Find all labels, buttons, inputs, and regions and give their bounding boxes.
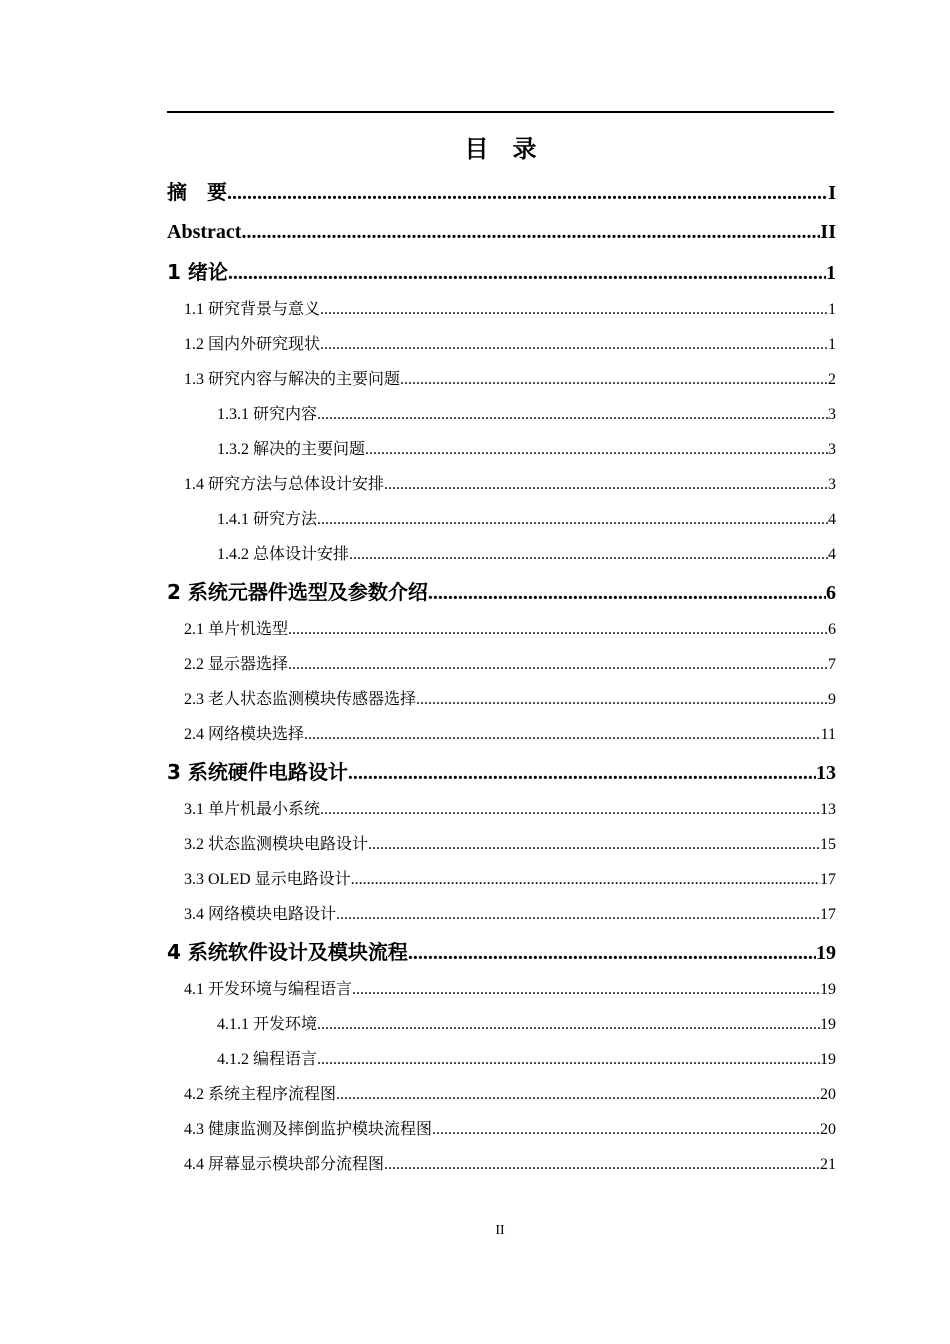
toc-entry[interactable] bbox=[167, 537, 836, 572]
toc-entry-title: 1.4 研究方法与总体设计安排 bbox=[184, 476, 385, 493]
toc-entry-page: 20 bbox=[820, 1121, 836, 1138]
toc-entry-page: 1 bbox=[828, 336, 836, 353]
toc-entry-title: 4.2 系统主程序流程图 bbox=[184, 1086, 337, 1103]
toc-entry-page: 13 bbox=[816, 762, 836, 784]
toc-entry-page: I bbox=[828, 182, 836, 204]
toc-entry-page: 17 bbox=[820, 906, 836, 923]
toc-dot-leader bbox=[384, 1147, 820, 1182]
toc-entry-title: 1.1 研究背景与意义 bbox=[184, 301, 321, 318]
toc-entry-page: 15 bbox=[820, 836, 836, 853]
toc-entry[interactable] bbox=[167, 172, 836, 212]
toc-entry-page: 21 bbox=[820, 1156, 836, 1173]
toc-dot-leader bbox=[416, 682, 828, 717]
toc-entry-title: 4.4 屏幕显示模块部分流程图 bbox=[184, 1156, 385, 1173]
toc-dot-leader bbox=[317, 397, 828, 432]
toc-entry-title: 4.1.1 开发环境 bbox=[217, 1016, 318, 1033]
toc-entry[interactable] bbox=[167, 467, 836, 502]
toc-entry-title: 3.2 状态监测模块电路设计 bbox=[184, 836, 369, 853]
toc-entry[interactable] bbox=[167, 612, 836, 647]
toc-dot-leader bbox=[320, 792, 820, 827]
toc-dot-leader bbox=[348, 753, 816, 792]
toc-entry-page: 11 bbox=[820, 726, 836, 743]
toc-entry[interactable] bbox=[167, 252, 836, 292]
toc-dot-leader bbox=[241, 212, 820, 252]
toc-entry[interactable] bbox=[167, 1147, 836, 1182]
toc-dot-leader bbox=[288, 647, 828, 682]
toc-entry-page: 19 bbox=[816, 942, 836, 964]
toc-entry-page: 3 bbox=[828, 406, 836, 423]
toc-entry-title: 4.3 健康监测及摔倒监护模块流程图 bbox=[184, 1121, 433, 1138]
toc-entry-title: 3.4 网络模块电路设计 bbox=[184, 906, 337, 923]
toc-entry[interactable] bbox=[167, 827, 836, 862]
toc-dot-leader bbox=[336, 1077, 820, 1112]
toc-entry[interactable] bbox=[167, 1007, 836, 1042]
toc-dot-leader bbox=[317, 502, 828, 537]
toc-entry-title: 1.4.2 总体设计安排 bbox=[217, 546, 350, 563]
toc-entry[interactable] bbox=[167, 212, 836, 252]
toc-entry[interactable] bbox=[167, 397, 836, 432]
toc-entry-title: 4 系统软件设计及模块流程 bbox=[167, 940, 408, 964]
toc-entry-page: 4 bbox=[828, 546, 836, 563]
toc-dot-leader bbox=[304, 717, 821, 752]
toc-dot-leader bbox=[365, 432, 828, 467]
toc-entry-title: 1 绪论 bbox=[167, 260, 228, 284]
toc-entry-title: 2.1 单片机选型 bbox=[184, 621, 289, 638]
toc-entry[interactable] bbox=[167, 792, 836, 827]
toc-entry-page: 4 bbox=[828, 511, 836, 528]
toc-entry-page: 7 bbox=[828, 656, 836, 673]
toc-entry-title: 1.3 研究内容与解决的主要问题 bbox=[184, 371, 401, 388]
toc-entry[interactable] bbox=[167, 972, 836, 1007]
toc-entry[interactable] bbox=[167, 1112, 836, 1147]
toc-dot-leader bbox=[400, 362, 828, 397]
toc-entry[interactable] bbox=[167, 362, 836, 397]
toc-entry-title: 1.3.2 解决的主要问题 bbox=[217, 441, 366, 458]
toc-entry-title: 2 系统元器件选型及参数介绍 bbox=[167, 580, 428, 604]
toc-entry-page: 3 bbox=[828, 441, 836, 458]
toc-entry-title: 2.2 显示器选择 bbox=[184, 656, 289, 673]
toc-dot-leader bbox=[351, 862, 820, 897]
toc-entry-page: 6 bbox=[828, 621, 836, 638]
toc-entry-title: 2.3 老人状态监测模块传感器选择 bbox=[184, 691, 417, 708]
toc-entry-page: II bbox=[820, 221, 836, 243]
toc-dot-leader bbox=[317, 1007, 820, 1042]
toc-entry-page: 9 bbox=[828, 691, 836, 708]
toc-entry-page: 2 bbox=[828, 371, 836, 388]
toc-dot-leader bbox=[432, 1112, 820, 1147]
toc-entry[interactable] bbox=[167, 1077, 836, 1112]
toc-entry-title: 4.1 开发环境与编程语言 bbox=[184, 981, 353, 998]
toc-dot-leader bbox=[317, 1042, 820, 1077]
toc-entry[interactable] bbox=[167, 327, 836, 362]
toc-entry-title: 1.2 国内外研究现状 bbox=[184, 336, 321, 353]
toc-entry-title: 1.4.1 研究方法 bbox=[217, 511, 318, 528]
toc-dot-leader bbox=[228, 253, 826, 292]
toc-dot-leader bbox=[349, 537, 828, 572]
toc-entry-page: 3 bbox=[828, 476, 836, 493]
footer-page-number: II bbox=[495, 1223, 505, 1238]
toc-title: 目 录 bbox=[464, 135, 537, 163]
toc-dot-leader bbox=[352, 972, 820, 1007]
toc-entry-page: 20 bbox=[820, 1086, 836, 1103]
toc-entry[interactable] bbox=[167, 897, 836, 932]
toc-entry[interactable] bbox=[167, 717, 836, 752]
toc-entry-page: 6 bbox=[826, 582, 836, 604]
toc-entry[interactable] bbox=[167, 862, 836, 897]
toc-dot-leader bbox=[320, 327, 828, 362]
table-of-contents bbox=[167, 172, 836, 1182]
toc-entry-title: 2.4 网络模块选择 bbox=[184, 726, 305, 743]
toc-entry-title: Abstract bbox=[167, 221, 242, 243]
toc-entry[interactable] bbox=[167, 932, 836, 972]
toc-entry-page: 17 bbox=[820, 871, 836, 888]
toc-dot-leader bbox=[408, 933, 816, 972]
toc-entry[interactable] bbox=[167, 1042, 836, 1077]
toc-entry-page: 1 bbox=[826, 262, 836, 284]
toc-entry-page: 19 bbox=[820, 1051, 836, 1068]
toc-entry[interactable] bbox=[167, 292, 836, 327]
toc-entry[interactable] bbox=[167, 647, 836, 682]
toc-entry-title: 3 系统硬件电路设计 bbox=[167, 760, 348, 784]
toc-dot-leader bbox=[336, 897, 820, 932]
toc-dot-leader bbox=[320, 292, 828, 327]
toc-dot-leader bbox=[288, 612, 828, 647]
toc-entry-page: 19 bbox=[820, 1016, 836, 1033]
toc-entry[interactable] bbox=[167, 682, 836, 717]
toc-entry-page: 1 bbox=[828, 301, 836, 318]
toc-entry[interactable] bbox=[167, 502, 836, 537]
toc-entry-title: 摘 要 bbox=[167, 180, 227, 204]
toc-dot-leader bbox=[384, 467, 828, 502]
toc-entry[interactable] bbox=[167, 572, 836, 612]
toc-entry[interactable] bbox=[167, 752, 836, 792]
toc-entry[interactable] bbox=[167, 432, 836, 467]
toc-dot-leader bbox=[227, 173, 828, 212]
toc-entry-page: 13 bbox=[820, 801, 836, 818]
header-rule bbox=[167, 111, 834, 113]
toc-entry-title: 1.3.1 研究内容 bbox=[217, 406, 318, 423]
toc-dot-leader bbox=[428, 573, 826, 612]
toc-entry-page: 19 bbox=[820, 981, 836, 998]
toc-entry-title: 3.1 单片机最小系统 bbox=[184, 801, 321, 818]
toc-entry-title: 4.1.2 编程语言 bbox=[217, 1051, 318, 1068]
toc-dot-leader bbox=[368, 827, 820, 862]
toc-entry-title: 3.3 OLED 显示电路设计 bbox=[184, 871, 351, 888]
